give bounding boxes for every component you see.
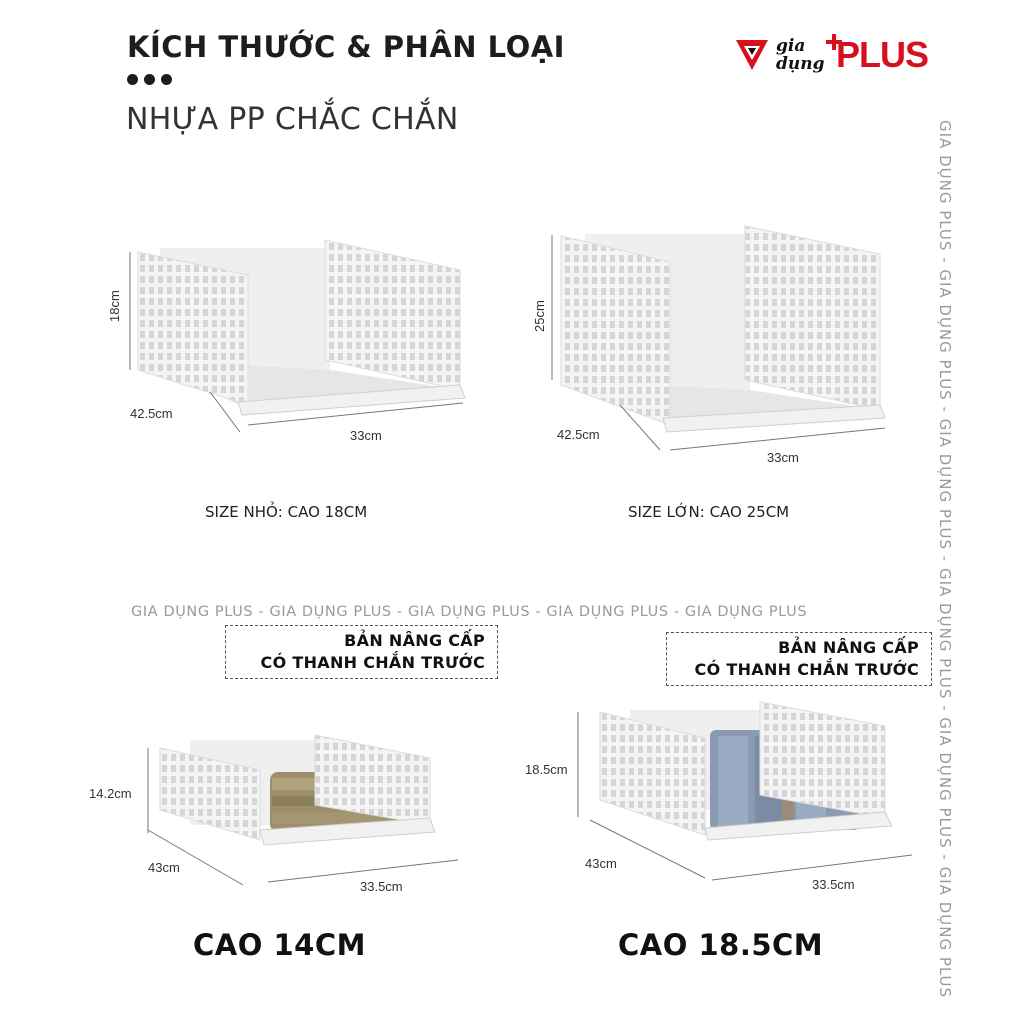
- page-title: KÍCH THƯỚC & PHÂN LOẠI: [127, 30, 565, 64]
- depth-dimension-line-18-5: [590, 820, 710, 880]
- size-small-caption: SIZE NHỎ: CAO 18CM: [205, 503, 368, 521]
- title-dots: [127, 74, 172, 85]
- height-dimension-line-14: [140, 748, 160, 838]
- logo-mark-icon: [736, 38, 770, 72]
- vertical-watermark: [932, 120, 962, 1020]
- height-dim-label-14: 14.2cm: [89, 786, 132, 801]
- upgrade-badge-right: [666, 632, 932, 686]
- height-dimension-line: [118, 252, 148, 372]
- page-subtitle: NHỰA PP CHẮC CHẮN: [126, 102, 459, 137]
- upgrade-badge-left: [225, 625, 498, 679]
- width-dim-label-14: 33.5cm: [360, 879, 403, 894]
- vertical-watermark-text: GIA DỤNG PLUS - GIA DỤNG PLUS - GIA DỤNG PLUS - GIA DỤNG PLUS - GIA DỤNG PLUS - GIA DỤNG PLUS: [936, 120, 954, 998]
- upgrade-line1-right: BẢN NÂNG CẤP: [778, 638, 919, 657]
- depth-dim-label-large: 42.5cm: [557, 427, 600, 442]
- brand-logo: [736, 34, 936, 78]
- upgrade-line1: BẢN NÂNG CẤP: [344, 631, 485, 650]
- logo-text-plus: PLUS: [836, 34, 929, 75]
- product-upgrade-18-5cm-image: [600, 700, 900, 840]
- logo-text-dung: dụng: [776, 54, 825, 74]
- width-dimension-line: [248, 400, 478, 430]
- caption-cao-18-5cm: CAO 18.5CM: [618, 928, 824, 962]
- caption-cao-14cm: CAO 14CM: [193, 928, 366, 962]
- height-dimension-line-18-5: [570, 712, 590, 822]
- height-dim-label: 18cm: [107, 290, 122, 322]
- height-dim-label-large: 25cm: [532, 300, 547, 332]
- upgrade-line2-right: CÓ THANH CHẮN TRƯỚC: [694, 660, 919, 679]
- width-dim-label: 33cm: [350, 428, 382, 443]
- depth-dim-label: 42.5cm: [130, 406, 173, 421]
- width-dim-label-large: 33cm: [767, 450, 799, 465]
- horizontal-watermark: GIA DỤNG PLUS - GIA DỤNG PLUS - GIA DỤNG PLUS - GIA DỤNG PLUS - GIA DỤNG PLUS: [131, 604, 808, 620]
- width-dim-label-18-5: 33.5cm: [812, 877, 855, 892]
- depth-dim-label-18-5: 43cm: [585, 856, 617, 871]
- depth-dim-label-14: 43cm: [148, 860, 180, 875]
- height-dim-label-18-5: 18.5cm: [525, 762, 568, 777]
- logo-text-gia: gia: [776, 36, 806, 56]
- upgrade-line2: CÓ THANH CHẮN TRƯỚC: [260, 653, 485, 672]
- size-large-caption: SIZE LỚN: CAO 25CM: [628, 503, 790, 521]
